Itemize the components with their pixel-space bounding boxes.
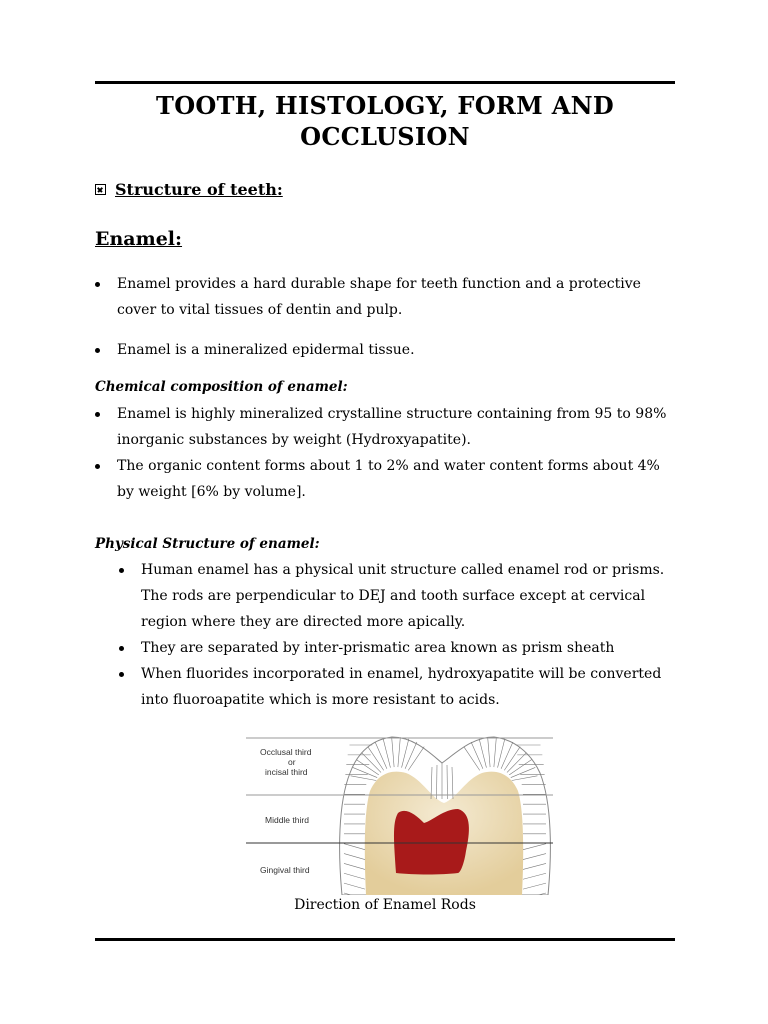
list-item: Enamel is a mineralized epidermal tissue. [117,337,677,363]
list-item: Human enamel has a physical unit structure called enamel rod or prisms. The rods are perpendicular to DEJ and tooth surface except at cervical region where they are directed more apically. [141,557,671,635]
top-rule [95,81,675,84]
tooth-diagram [246,733,553,895]
label-gingival: Gingival third [260,865,310,875]
figure-caption: Direction of Enamel Rods [294,897,476,913]
checkbox-x-icon [95,184,106,195]
list-item: When fluorides incorporated in enamel, hydroxyapatite will be converted into fluoroapatite which is more resistant to acids. [141,661,671,713]
chemical-heading: Chemical composition of enamel: [95,379,348,395]
chemical-list [117,401,677,505]
section-heading [95,180,283,199]
list-item: The organic content forms about 1 to 2% and water content forms about 4% by weight [6% by volume]. [117,453,677,505]
label-occlusal-1: Occlusal third [260,747,312,757]
enamel-rods-figure [246,733,553,895]
label-middle: Middle third [265,815,309,825]
section-heading-text: Structure of teeth: [115,180,283,199]
list-item: Enamel is highly mineralized crystalline structure containing from 95 to 98% inorganic substances by weight (Hydroxyapatite). [117,401,677,453]
list-item: They are separated by inter-prismatic area known as prism sheath [141,635,671,661]
intro-list [117,271,677,377]
bottom-rule [95,938,675,941]
page-title: TOOTH, HISTOLOGY, FORM AND OCCLUSION [156,91,614,151]
physical-heading: Physical Structure of enamel: [95,536,320,552]
label-occlusal-2: or [288,757,296,767]
enamel-heading: Enamel: [95,228,183,250]
list-item: Enamel provides a hard durable shape for teeth function and a protective cover to vital tissues of dentin and pulp. [117,271,677,323]
physical-list [141,557,671,713]
label-occlusal-3: incisal third [265,767,308,777]
